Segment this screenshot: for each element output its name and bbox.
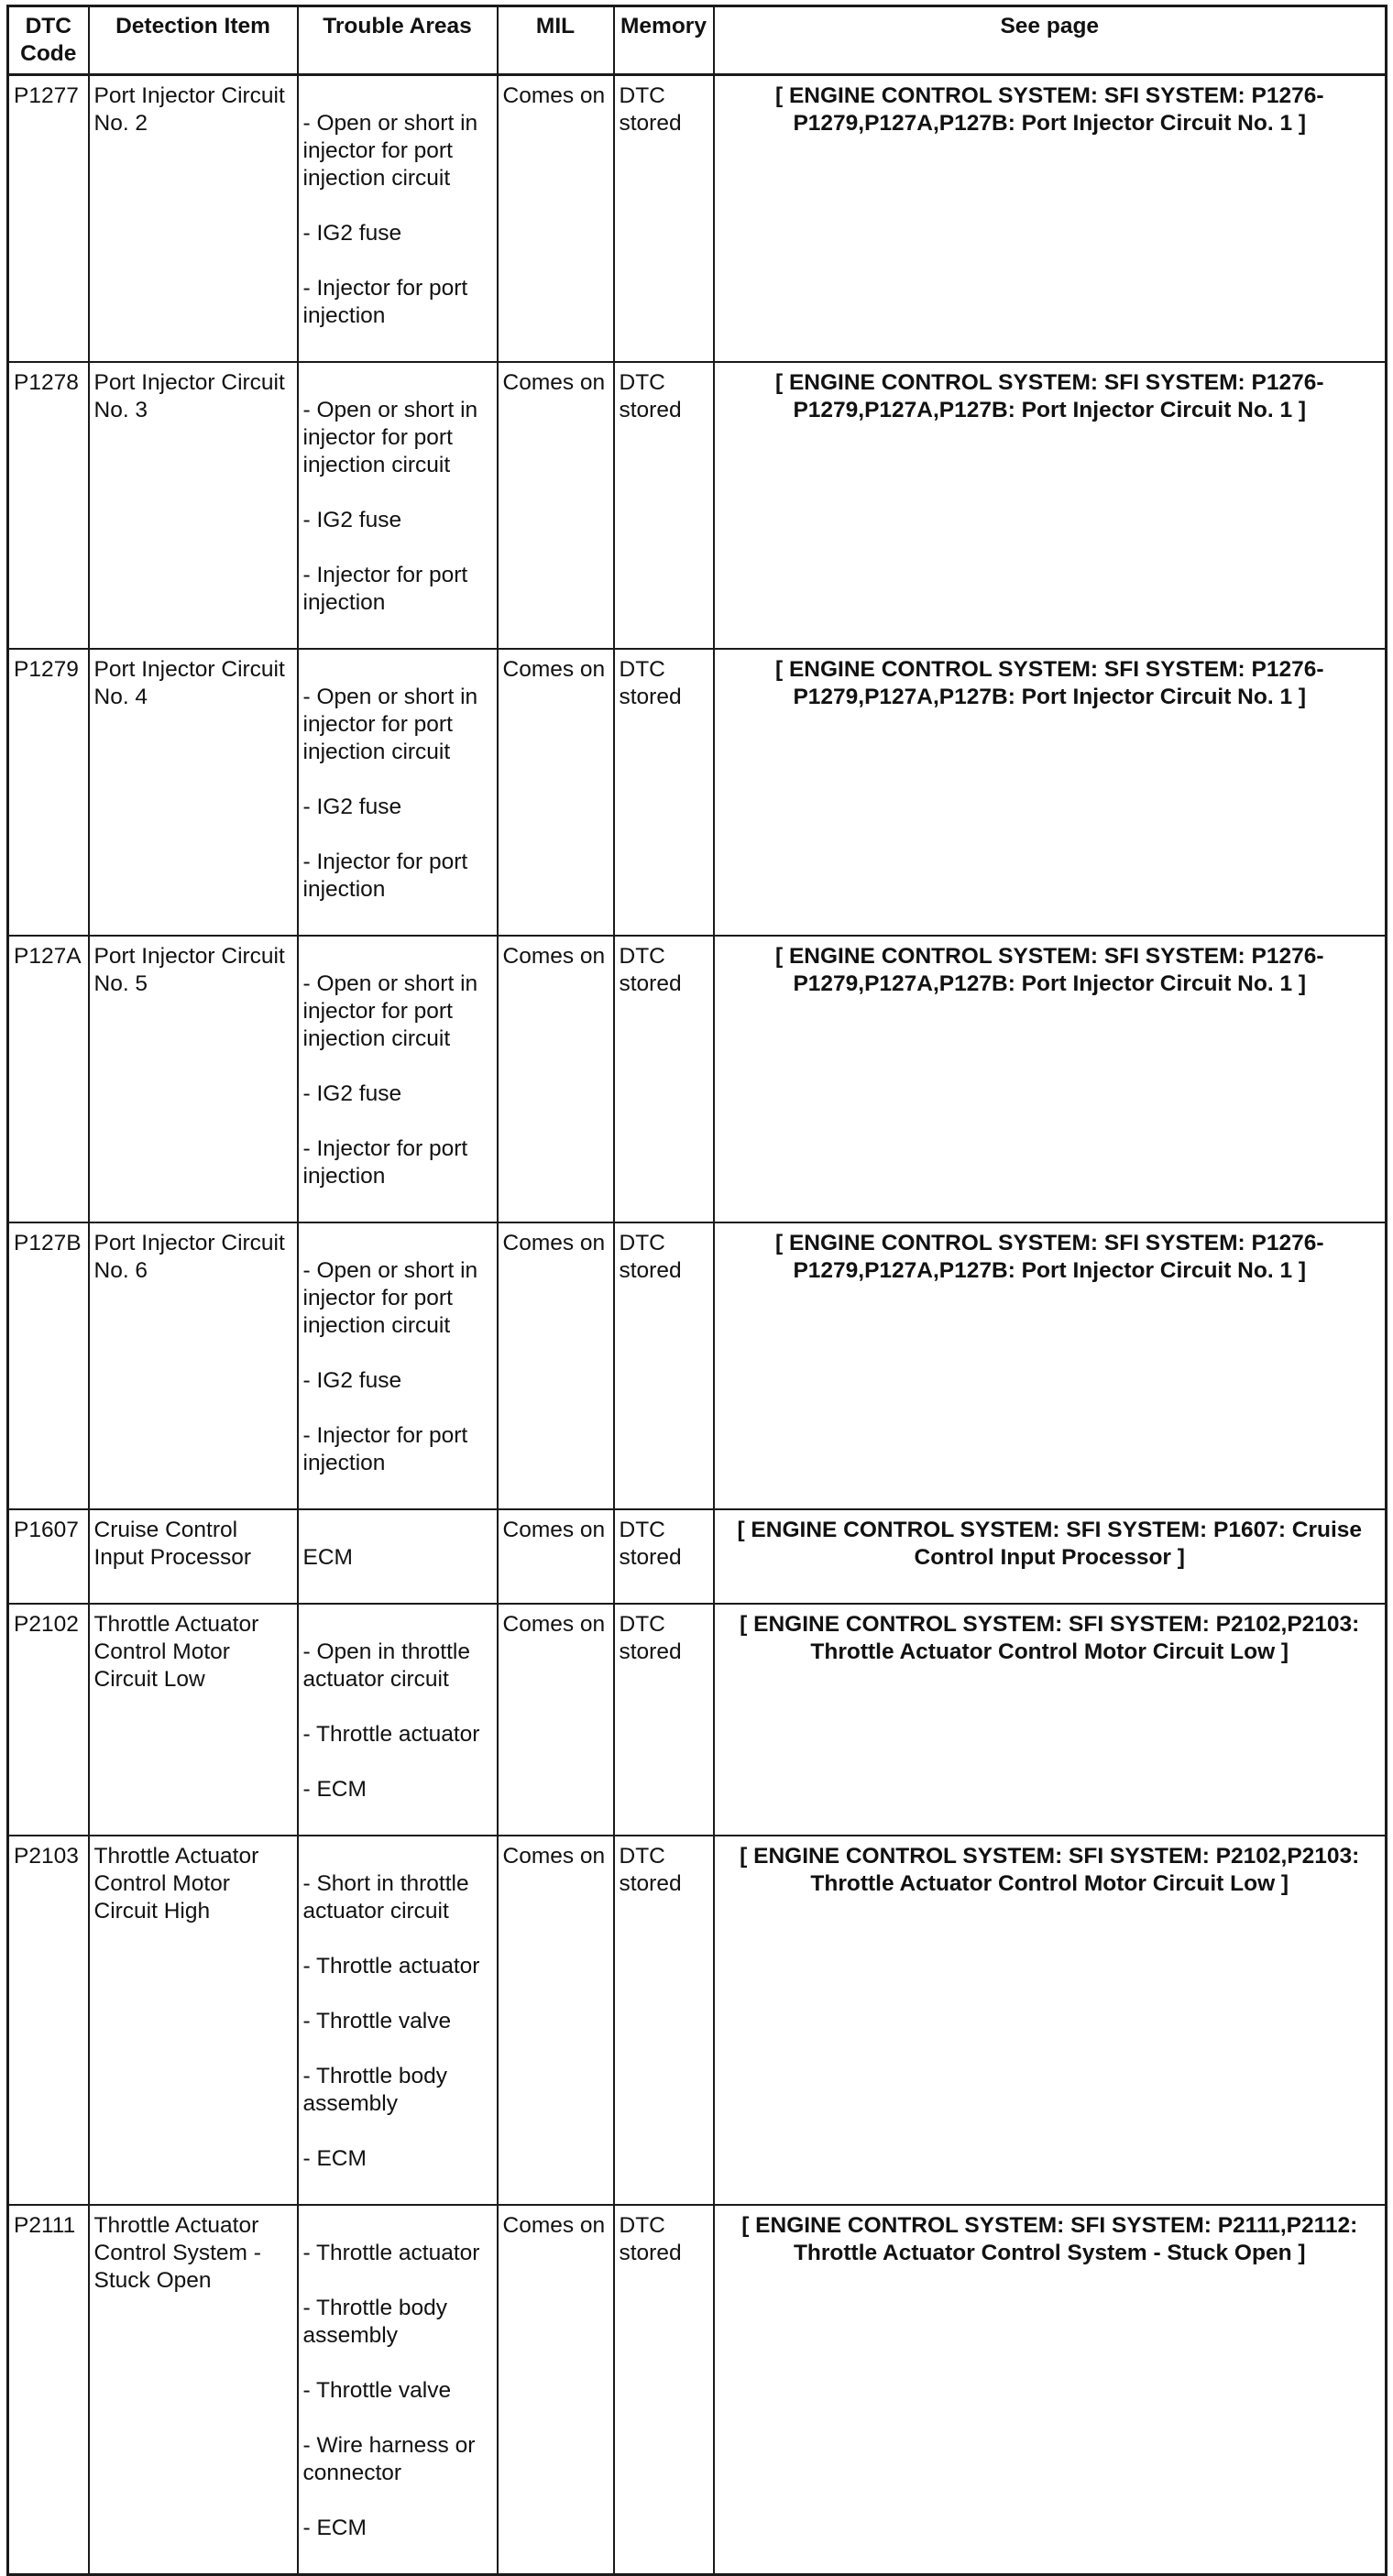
table-row xyxy=(8,1509,1387,1604)
see-page-link[interactable]: [ ENGINE CONTROL SYSTEM: SFI SYSTEM: P1276-P1279,P127A,P127B: Port Injector Circuit No. 1 ] xyxy=(714,1222,1387,1509)
detection-item-cell: Cruise Control Input Processor xyxy=(89,1509,298,1604)
trouble-area-line: - Injector for port injection xyxy=(302,1423,468,1475)
mil-cell: Comes on xyxy=(498,1509,614,1604)
trouble-area-line: - Short in throttle actuator circuit xyxy=(302,1871,469,1924)
detection-item-cell: Port Injector Circuit No. 5 xyxy=(89,936,298,1222)
trouble-area-line: - Throttle body assembly xyxy=(302,2296,448,2348)
trouble-areas-cell xyxy=(298,936,498,1222)
trouble-area-line: - Open or short in injector for port injection circuit xyxy=(302,971,478,1051)
dtc-code-cell: P2102 xyxy=(8,1604,89,1836)
header-dtc-code: DTC Code xyxy=(8,6,89,75)
trouble-area-line: - Open or short in injector for port injection circuit xyxy=(302,1258,478,1338)
memory-cell: DTC stored xyxy=(614,936,714,1222)
mil-cell: Comes on xyxy=(498,1222,614,1509)
detection-item-cell: Port Injector Circuit No. 2 xyxy=(89,75,298,363)
detection-item-cell: Throttle Actuator Control Motor Circuit Low xyxy=(89,1604,298,1836)
see-page-link[interactable]: [ ENGINE CONTROL SYSTEM: SFI SYSTEM: P2102,P2103: Throttle Actuator Control Motor Circuit Low ] xyxy=(714,1604,1387,1836)
mil-cell: Comes on xyxy=(498,75,614,363)
header-see-page: See page xyxy=(714,6,1387,75)
table-row xyxy=(8,362,1387,649)
trouble-areas-cell xyxy=(298,1509,498,1604)
trouble-area-line: - Throttle body assembly xyxy=(302,2064,448,2116)
memory-cell: DTC stored xyxy=(614,75,714,363)
dtc-code-cell: P1279 xyxy=(8,649,89,936)
trouble-areas-cell xyxy=(298,1836,498,2205)
header-row xyxy=(8,6,1387,75)
trouble-area-line: - Throttle actuator xyxy=(302,1722,480,1747)
mil-cell: Comes on xyxy=(498,936,614,1222)
memory-cell: DTC stored xyxy=(614,649,714,936)
detection-item-cell: Throttle Actuator Control Motor Circuit High xyxy=(89,1836,298,2205)
dtc-code-cell: P1278 xyxy=(8,362,89,649)
trouble-area-line: - IG2 fuse xyxy=(302,1368,402,1393)
trouble-area-line: - Open or short in injector for port injection circuit xyxy=(302,111,478,191)
trouble-area-line: - IG2 fuse xyxy=(302,1081,402,1106)
table-body xyxy=(8,75,1387,2575)
header-detection-item: Detection Item xyxy=(89,6,298,75)
see-page-link[interactable]: [ ENGINE CONTROL SYSTEM: SFI SYSTEM: P2102,P2103: Throttle Actuator Control Motor Circuit Low ] xyxy=(714,1836,1387,2205)
trouble-area-line: - Injector for port injection xyxy=(302,850,468,902)
table-row xyxy=(8,649,1387,936)
dtc-table xyxy=(6,5,1388,2576)
dtc-code-cell: P1277 xyxy=(8,75,89,363)
mil-cell: Comes on xyxy=(498,1836,614,2205)
trouble-area-line: - ECM xyxy=(302,2146,367,2171)
detection-item-cell: Port Injector Circuit No. 4 xyxy=(89,649,298,936)
trouble-area-line: - IG2 fuse xyxy=(302,221,402,246)
header-trouble-areas: Trouble Areas xyxy=(298,6,498,75)
see-page-link[interactable]: [ ENGINE CONTROL SYSTEM: SFI SYSTEM: P1276-P1279,P127A,P127B: Port Injector Circuit No. 1 ] xyxy=(714,362,1387,649)
trouble-area-line: - Wire harness or connector xyxy=(302,2433,476,2485)
trouble-area-line: - IG2 fuse xyxy=(302,508,402,532)
trouble-area-line: - Throttle valve xyxy=(302,2009,452,2033)
see-page-link[interactable]: [ ENGINE CONTROL SYSTEM: SFI SYSTEM: P1276-P1279,P127A,P127B: Port Injector Circuit No. 1 ] xyxy=(714,75,1387,363)
trouble-area-line: - Injector for port injection xyxy=(302,276,468,328)
trouble-area-line: - Open or short in injector for port injection circuit xyxy=(302,685,478,764)
trouble-area-line: - Open or short in injector for port injection circuit xyxy=(302,398,478,477)
table-row xyxy=(8,1222,1387,1509)
table-row xyxy=(8,75,1387,363)
dtc-code-cell: P2103 xyxy=(8,1836,89,2205)
trouble-area-line: - Throttle valve xyxy=(302,2378,452,2403)
trouble-area-line: - Injector for port injection xyxy=(302,563,468,615)
memory-cell: DTC stored xyxy=(614,2205,714,2575)
detection-item-cell: Port Injector Circuit No. 3 xyxy=(89,362,298,649)
trouble-areas-cell xyxy=(298,1604,498,1836)
see-page-link[interactable]: [ ENGINE CONTROL SYSTEM: SFI SYSTEM: P1276-P1279,P127A,P127B: Port Injector Circuit No. 1 ] xyxy=(714,649,1387,936)
table-row xyxy=(8,2205,1387,2575)
trouble-area-line: - Injector for port injection xyxy=(302,1136,468,1189)
memory-cell: DTC stored xyxy=(614,1604,714,1836)
see-page-link[interactable]: [ ENGINE CONTROL SYSTEM: SFI SYSTEM: P1276-P1279,P127A,P127B: Port Injector Circuit No. 1 ] xyxy=(714,936,1387,1222)
table-row xyxy=(8,936,1387,1222)
memory-cell: DTC stored xyxy=(614,1836,714,2205)
see-page-link[interactable]: [ ENGINE CONTROL SYSTEM: SFI SYSTEM: P1607: Cruise Control Input Processor ] xyxy=(714,1509,1387,1604)
dtc-code-cell: P127B xyxy=(8,1222,89,1509)
detection-item-cell: Throttle Actuator Control System - Stuck Open xyxy=(89,2205,298,2575)
dtc-code-cell: P127A xyxy=(8,936,89,1222)
trouble-areas-cell xyxy=(298,1222,498,1509)
table-header xyxy=(8,6,1387,75)
header-memory: Memory xyxy=(614,6,714,75)
trouble-areas-cell xyxy=(298,75,498,363)
memory-cell: DTC stored xyxy=(614,1509,714,1604)
header-mil: MIL xyxy=(498,6,614,75)
trouble-areas-cell xyxy=(298,649,498,936)
see-page-link[interactable]: [ ENGINE CONTROL SYSTEM: SFI SYSTEM: P2111,P2112: Throttle Actuator Control System - Stuck Open ] xyxy=(714,2205,1387,2575)
memory-cell: DTC stored xyxy=(614,1222,714,1509)
trouble-area-line: - Throttle actuator xyxy=(302,1954,480,1979)
table-row xyxy=(8,1604,1387,1836)
trouble-area-line: - IG2 fuse xyxy=(302,795,402,819)
trouble-area-line: - ECM xyxy=(302,1777,367,1802)
mil-cell: Comes on xyxy=(498,649,614,936)
memory-cell: DTC stored xyxy=(614,362,714,649)
table-row xyxy=(8,1836,1387,2205)
dtc-code-cell: P2111 xyxy=(8,2205,89,2575)
trouble-area-line: - Open in throttle actuator circuit xyxy=(302,1639,470,1692)
trouble-area-line: - Throttle actuator xyxy=(302,2241,480,2265)
mil-cell: Comes on xyxy=(498,1604,614,1836)
trouble-area-line: ECM xyxy=(302,1545,353,1570)
mil-cell: Comes on xyxy=(498,362,614,649)
dtc-code-cell: P1607 xyxy=(8,1509,89,1604)
trouble-areas-cell xyxy=(298,2205,498,2575)
trouble-area-line: - ECM xyxy=(302,2516,367,2540)
detection-item-cell: Port Injector Circuit No. 6 xyxy=(89,1222,298,1509)
mil-cell: Comes on xyxy=(498,2205,614,2575)
trouble-areas-cell xyxy=(298,362,498,649)
